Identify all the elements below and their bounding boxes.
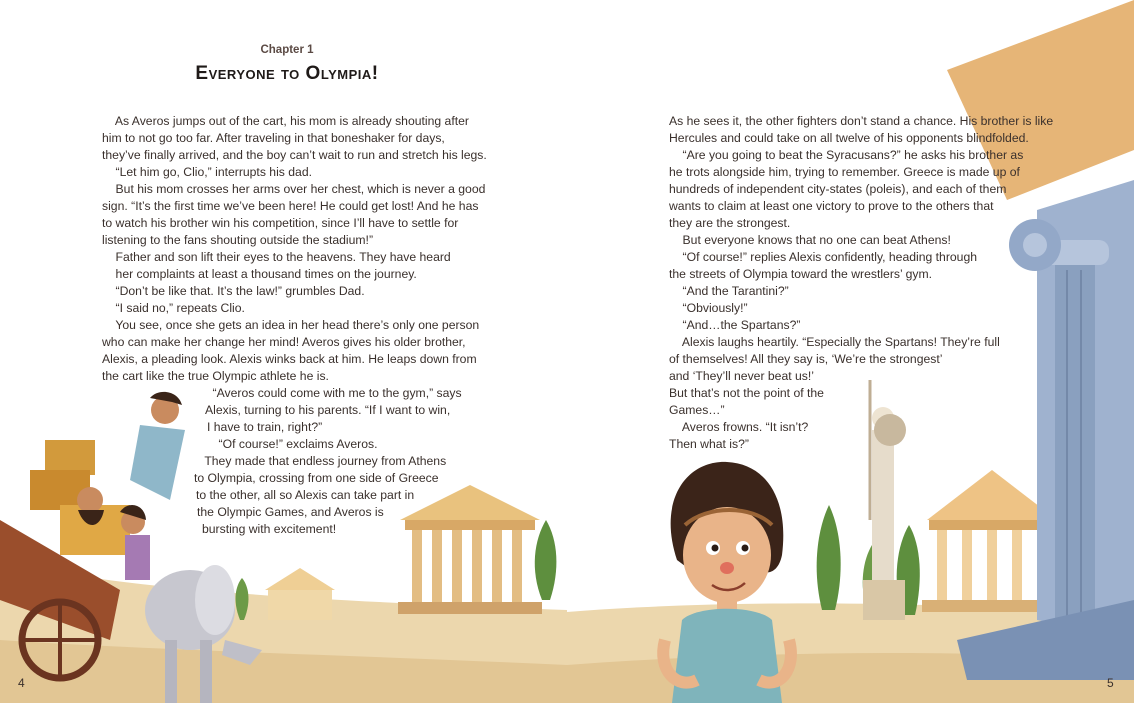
text-line: sign. “It’s the first time we’ve been here! He could get lost! And he has bbox=[102, 199, 479, 213]
text-line: who can make her change her mind! Averos gives his older brother, bbox=[102, 335, 466, 349]
text-line: “Let him go, Clio,” interrupts his dad. bbox=[102, 165, 312, 179]
chapter-label: Chapter 1 bbox=[260, 44, 314, 56]
text-line: the cart like the true Olympic athlete he is. bbox=[102, 369, 329, 383]
page-number-right: 5 bbox=[1107, 676, 1114, 690]
text-line: “Of course!” exclaims Averos. bbox=[205, 437, 378, 451]
text-line: “And…the Spartans?” bbox=[669, 318, 801, 332]
text-line: Alexis, turning to his parents. “If I want to win, bbox=[205, 403, 451, 417]
text-line: But everyone knows that no one can beat Athens! bbox=[669, 233, 951, 247]
text-line: wants to claim at least one victory to prove to the others that bbox=[669, 199, 994, 213]
text-line: Father and son lift their eyes to the heavens. They have heard bbox=[102, 250, 451, 264]
text-line: to Olympia, crossing from one side of Greece bbox=[194, 471, 439, 485]
text-line: they are the strongest. bbox=[669, 216, 791, 230]
text-line: Games…” bbox=[669, 403, 725, 417]
text-line: Hercules and could take on all twelve of his opponents blindfolded. bbox=[669, 131, 1029, 145]
text-line: and ‘They’ll never beat us!’ bbox=[669, 369, 814, 383]
text-line: hundreds of independent city-states (poleis), and each of them bbox=[669, 182, 1007, 196]
text-line: As Averos jumps out of the cart, his mom is already shouting after bbox=[102, 114, 469, 128]
text-line: to watch his brother win his competition, since I’ll have to settle for bbox=[102, 216, 459, 230]
text-line: I have to train, right?” bbox=[207, 420, 323, 434]
text-line: listening to the fans shouting outside the stadium!” bbox=[102, 233, 373, 247]
text-line: “Averos could come with me to the gym,” says bbox=[199, 386, 462, 400]
text-line: “Of course!” replies Alexis confidently, heading through bbox=[669, 250, 978, 264]
text-line: her complaints at least a thousand times on the journey. bbox=[102, 267, 417, 281]
right-page bbox=[567, 0, 1134, 703]
text-line: “Obviously!” bbox=[669, 301, 748, 315]
text-line: Then what is?” bbox=[669, 437, 749, 451]
text-line: Alexis, a pleading look. Alexis winks back at him. He leaps down from bbox=[102, 352, 477, 366]
text-line: him to not go too far. After traveling in that boneshaker for days, bbox=[102, 131, 445, 145]
text-line: the streets of Olympia toward the wrestlers’ gym. bbox=[669, 267, 933, 281]
text-line: “I said no,” repeats Clio. bbox=[102, 301, 245, 315]
left-wrap-text bbox=[0, 385, 567, 538]
text-line: he trots alongside him, trying to remember. Greece is made up of bbox=[669, 165, 1020, 179]
text-line: to the other, all so Alexis can take part in bbox=[196, 488, 415, 502]
text-line: They made that endless journey from Athens bbox=[191, 454, 447, 468]
left-body-text bbox=[102, 113, 487, 385]
text-line: bursting with excitement! bbox=[202, 522, 337, 536]
text-line: the Olympic Games, and Averos is bbox=[197, 505, 384, 519]
text-line: But his mom crosses her arms over her chest, which is never a good bbox=[102, 182, 486, 196]
text-line: “And the Tarantini?” bbox=[669, 284, 789, 298]
text-line: “Don’t be like that. It’s the law!” grumbles Dad. bbox=[102, 284, 365, 298]
text-line: Alexis laughs heartily. “Especially the Spartans! They’re full bbox=[669, 335, 1000, 349]
right-body-text bbox=[669, 113, 1053, 453]
text-line: they’ve finally arrived, and the boy can’t wait to run and stretch his legs. bbox=[102, 148, 487, 162]
boy-icon bbox=[663, 462, 791, 703]
page-number-left: 4 bbox=[18, 676, 25, 690]
chapter-title: Everyone to Olympia! bbox=[195, 63, 379, 84]
text-line: of themselves! All they say is, ‘We’re the strongest’ bbox=[669, 352, 943, 366]
text-line: But that’s not the point of the bbox=[669, 386, 824, 400]
text-line: As he sees it, the other fighters don’t stand a chance. His brother is like bbox=[669, 114, 1054, 128]
text-line: “Are you going to beat the Syracusans?” he asks his brother as bbox=[669, 148, 1024, 162]
text-line: You see, once she gets an idea in her head there’s only one person bbox=[102, 318, 480, 332]
text-line: Averos frowns. “It isn’t? bbox=[669, 420, 809, 434]
